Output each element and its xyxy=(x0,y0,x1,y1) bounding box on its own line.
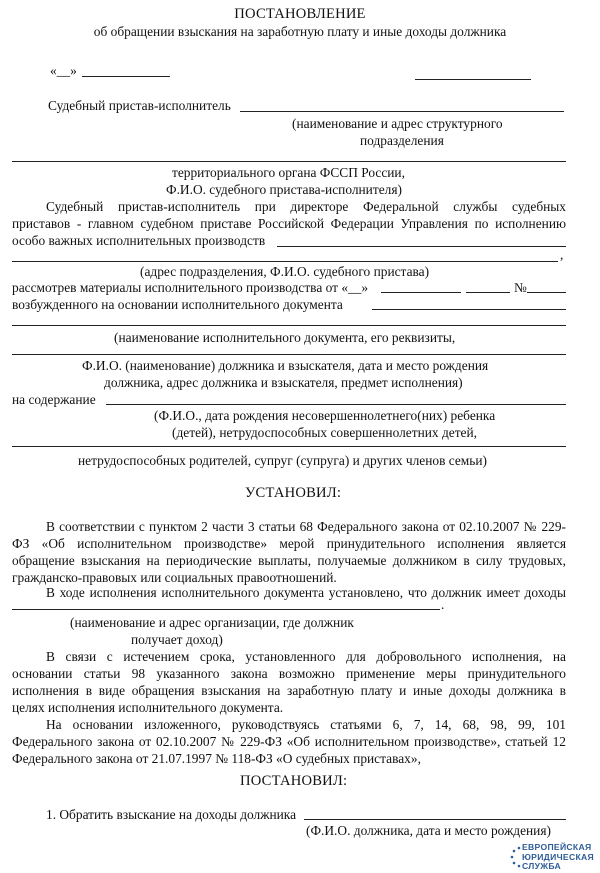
established-p1-line2: ФЗ «Об исполнительном производстве» мерой принудительного исполнения является xyxy=(12,536,566,551)
stars-icon xyxy=(510,846,522,868)
established-p3-line2: основании статьи 98 указанного закона возможно применение меры принудительного xyxy=(12,666,566,681)
hint-doc: (наименование исполнительного документа, его реквизиты, xyxy=(114,330,456,345)
hint-children-2: (детей), нетрудоспособных совершеннолетних детей, xyxy=(172,425,478,440)
established-p4-line3: Федерального закона от 21.07.1997 № 118-ФЗ «О судебных приставах», xyxy=(12,751,421,766)
hint-org-1: (наименование и адрес организации, где должник xyxy=(70,615,354,630)
document-subtitle: об обращении взыскания на заработную плату и иные доходы должника xyxy=(93,24,507,39)
case-number-blank xyxy=(527,292,566,293)
established-p2: В ходе исполнения исполнительного документа установлено, что должник имеет доходы xyxy=(46,585,566,600)
watermark-line-3: СЛУЖБА xyxy=(522,861,561,872)
number-sign: № xyxy=(514,280,527,295)
division-blank xyxy=(277,246,566,247)
hint-fio: Ф.И.О. судебного пристава-исполнителя) xyxy=(166,182,402,197)
family-blank xyxy=(12,446,566,447)
resolved-item-1: 1. Обратить взыскание на доходы должника xyxy=(46,807,297,822)
hint-parties-2: должника, адрес должника и взыскателя, предмет исполнения) xyxy=(104,375,463,390)
organization-blank xyxy=(12,609,440,610)
place-blank xyxy=(415,79,531,80)
hint-children-1: (Ф.И.О., дата рождения несовершеннолетнего(них) ребенка xyxy=(154,408,496,423)
parties-blank xyxy=(12,354,566,355)
hint-org-2: получает доход) xyxy=(131,632,223,647)
case-year-blank xyxy=(466,292,510,293)
hint-debtor: (Ф.И.О. должника, дата и место рождения) xyxy=(306,823,551,838)
established-p1-line3: обращение взыскания на периодические выплаты, получаемые должником в силу трудовых, xyxy=(12,553,566,568)
exec-doc-blank xyxy=(372,309,566,310)
hint-address: (адрес подразделения, Ф.И.О. судебного пристава) xyxy=(140,264,430,279)
hint-unit-1: (наименование и адрес структурного xyxy=(292,116,503,131)
watermark-line-1: ЕВРОПЕЙСКАЯ xyxy=(522,842,592,852)
body-p1-line1: Судебный пристав-исполнитель при директоре Федеральной службы судебных xyxy=(46,199,566,214)
content-label: на содержание xyxy=(12,392,96,407)
hint-family: нетрудоспособных родителей, супруг (супруга) и других членов семьи) xyxy=(78,453,488,468)
established-p3-line1: В связи с истечением срока, установленного для добровольного исполнения, на xyxy=(46,649,566,664)
body-p1-line2: приставов - главном судебном приставе Российской Федерации Управления по исполнению xyxy=(12,216,566,231)
bailiff-unit-blank xyxy=(240,111,564,112)
watermark-line-2: ЮРИДИЧЕСКАЯ xyxy=(522,851,594,862)
date-month-blank xyxy=(82,76,170,77)
established-p3-line4: целях исполнения исполнительного документа. xyxy=(12,700,284,715)
division-blank-2 xyxy=(12,261,558,262)
exec-doc-blank-2 xyxy=(12,325,566,326)
established-p1-line1: В соответствии с пунктом 2 части 3 статьи 68 Федерального закона от 02.10.2007 № 229- xyxy=(46,519,566,534)
date-day-field: «__» xyxy=(50,63,77,78)
established-p4-line1: На основании изложенного, руководствуясь статьями 6, 7, 14, 68, 98, 99, 101 xyxy=(46,717,566,732)
comma-mark: , xyxy=(560,247,564,262)
bailiff-label: Судебный пристав-исполнитель xyxy=(48,98,231,113)
document-title: ПОСТАНОВЛЕНИЕ xyxy=(234,6,366,22)
established-title: УСТАНОВИЛ: xyxy=(245,485,342,501)
established-p4-line2: Федерального закона от 02.10.2007 № 229-ФЗ «Об исполнительном производстве», статьей 12 xyxy=(12,734,566,749)
watermark-logo xyxy=(510,838,600,873)
hint-fssp: территориального органа ФССП России, xyxy=(172,165,405,180)
watermark-text xyxy=(522,843,594,872)
hint-unit-2: подразделения xyxy=(360,133,444,148)
body-p1-line3: особо важных исполнительных производств xyxy=(12,233,266,248)
considered-text: рассмотрев материалы исполнительного производства от «__» xyxy=(12,280,369,295)
established-p3-line3: исполнения в виде обращения взыскания на заработную плату и иные доходы должника в xyxy=(12,683,566,698)
content-blank xyxy=(106,404,566,405)
debtor-blank xyxy=(304,819,566,820)
case-date-blank xyxy=(381,292,461,293)
resolved-title: ПОСТАНОВИЛ: xyxy=(240,773,348,789)
unit-blank-line xyxy=(12,161,566,162)
period-mark: . xyxy=(441,597,445,612)
established-p1-line4: гражданско-правовых или социальных правоотношений. xyxy=(12,570,337,585)
hint-parties-1: Ф.И.О. (наименование) должника и взыскателя, дата и место рождения xyxy=(82,358,489,373)
initiated-text: возбужденного на основании исполнительного документа xyxy=(12,297,343,312)
